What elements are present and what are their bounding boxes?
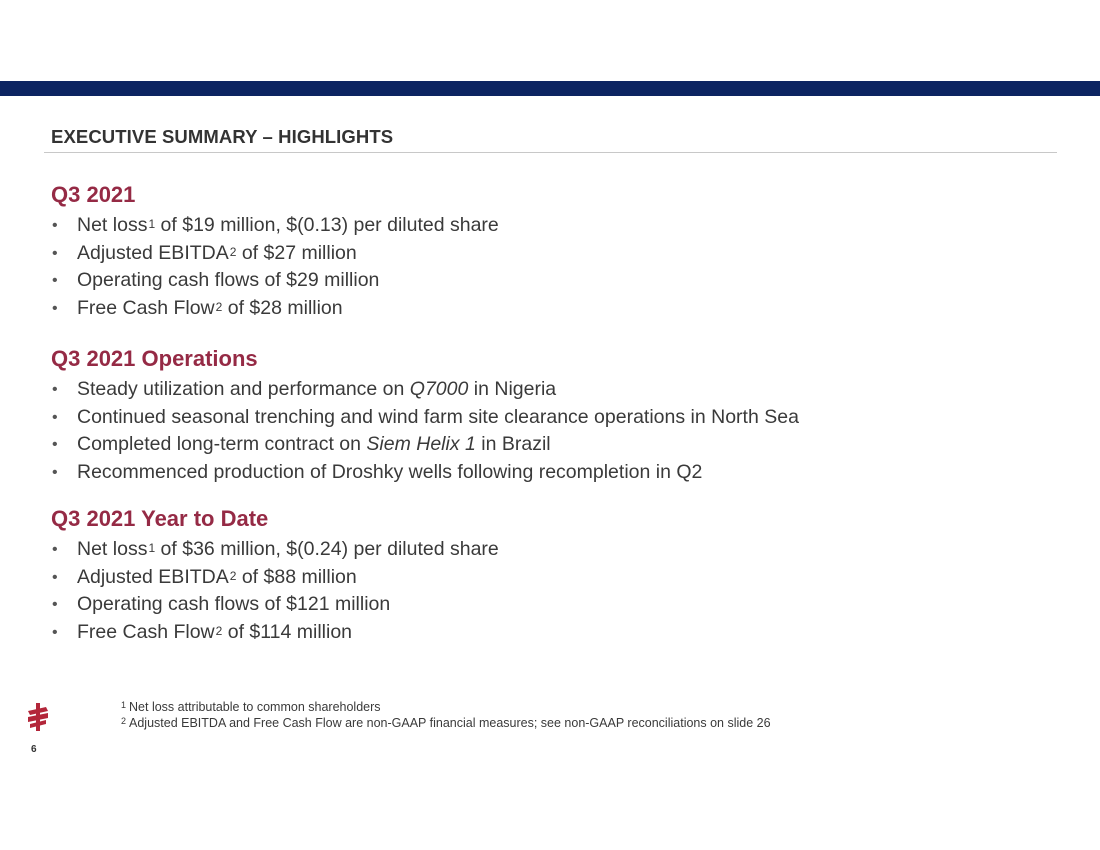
bullet-item: • Continued seasonal trenching and wind farm site clearance operations in North Sea bbox=[52, 405, 799, 428]
section-heading: Q3 2021 bbox=[51, 182, 136, 207]
section-heading: Q3 2021 Operations bbox=[51, 346, 258, 371]
page-number: 6 bbox=[31, 744, 37, 755]
bullet-item: • Adjusted EBITDA$^2$ of $27 million bbox=[52, 241, 357, 264]
bullet-item: • Operating cash flows of $29 million bbox=[52, 269, 380, 292]
bullet-item: • Net loss$^1$ of $36 million, $(0.24) per diluted share bbox=[52, 538, 499, 560]
bullet-item: • Free Cash Flow$^2$ of $28 million bbox=[52, 296, 343, 319]
header-bar bbox=[0, 81, 1100, 96]
title-divider bbox=[44, 152, 1057, 153]
bullet-item: • Operating cash flows of $121 million bbox=[52, 593, 391, 616]
helix-logo-icon bbox=[24, 702, 52, 732]
bullet-item: • Completed long-term contract on Siem Helix 1 in Brazil bbox=[52, 433, 551, 456]
section-q3-2021-operations bbox=[51, 346, 799, 486]
section-heading: Q3 2021 Year to Date bbox=[51, 506, 269, 531]
footnote-1: $^1$ Net loss attributable to common shareholders bbox=[121, 700, 381, 714]
footnote-2: $^2$ Adjusted EBITDA and Free Cash Flow are non-GAAP financial measures; see non-GAAP reconciliations on slide 26 bbox=[121, 716, 771, 730]
footnotes bbox=[120, 699, 771, 731]
bullet-item: • Recommenced production of Droshky wells following recompletion in Q2 bbox=[52, 460, 703, 483]
bullet-item: • Adjusted EBITDA$^2$ of $88 million bbox=[52, 565, 357, 588]
slide-title: EXECUTIVE SUMMARY – HIGHLIGHTS bbox=[51, 126, 394, 147]
bullet-item: • Free Cash Flow$^2$ of $114 million bbox=[52, 620, 353, 643]
bullet-item: • Net loss$^1$ of $19 million, $(0.13) per diluted share bbox=[52, 214, 499, 236]
bullet-item: • Steady utilization and performance on Q7000 in Nigeria bbox=[52, 378, 557, 400]
section-q3-2021-ytd bbox=[51, 506, 499, 646]
section-q3-2021 bbox=[51, 182, 499, 322]
